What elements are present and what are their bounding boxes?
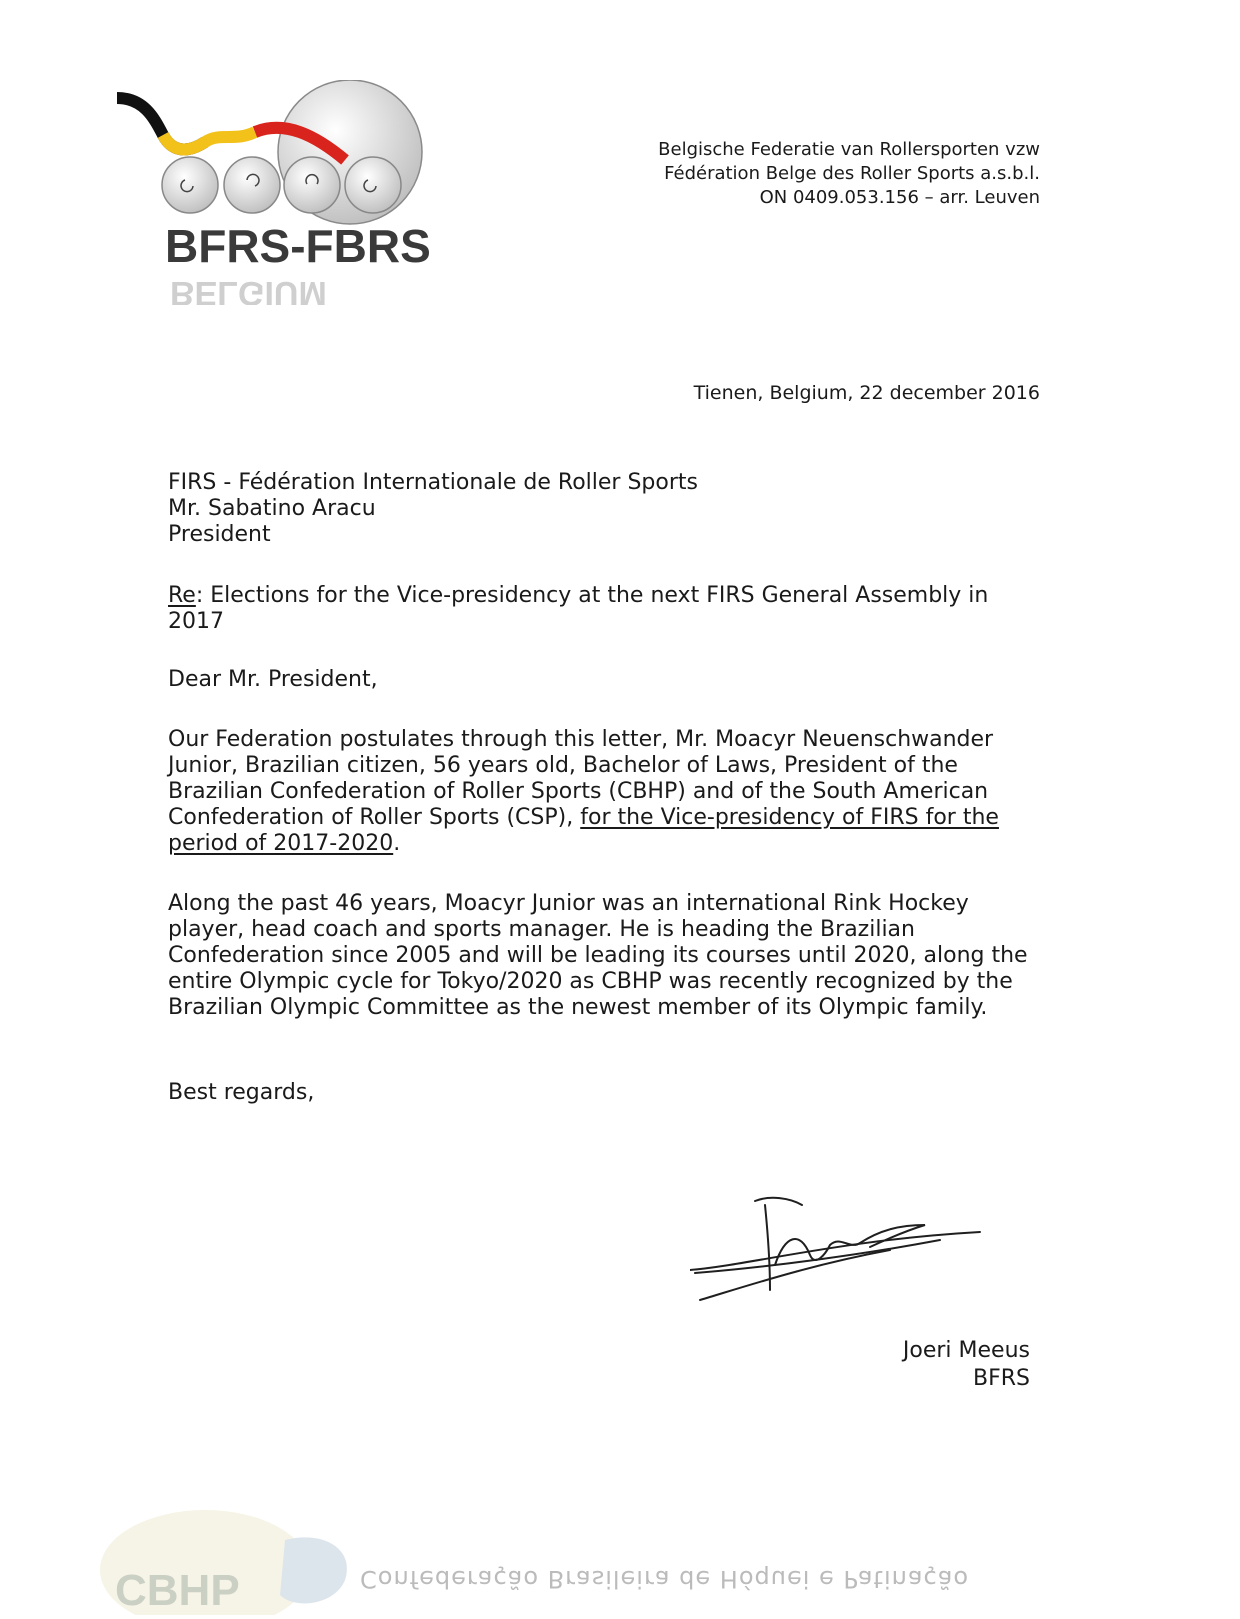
- faded-stamp: [95, 1500, 395, 1615]
- paragraph-background: Along the past 46 years, Moacyr Junior was an international Rink Hockey player, head coach and sports manager. He is heading the Brazilian Confederation since 2005 and will be leading its courses until 2020, along the entire Olympic cycle for Tokyo/2020 as CBHP was recently recognized by the Brazilian Olympic Committee as the newest member of its Olympic family.: [168, 891, 1028, 1020]
- signer-org: BFRS: [973, 1366, 1030, 1391]
- paragraph-candidacy-end: .: [393, 831, 401, 856]
- logo-text: BFRS-FBRS: [165, 220, 431, 272]
- recipient-name: Mr. Sabatino Aracu: [168, 496, 376, 521]
- handwritten-signature: [690, 1195, 1010, 1320]
- closing: Best regards,: [168, 1080, 315, 1105]
- org-line-2: Fédération Belge des Roller Sports a.s.b.l.: [664, 163, 1040, 184]
- org-line-3: ON 0409.053.156 – arr. Leuven: [759, 187, 1040, 208]
- paragraph-candidacy-text: Our Federation postulates through this letter, Mr. Moacyr Neuenschwander Junior, Brazilian citizen, 56 years old, Bachelor of Laws, President of the Brazilian Confederation of Roller Sports (CBHP) and of the South American Confederation of Roller Sports (CSP),: [168, 727, 994, 830]
- letter-date: Tienen, Belgium, 22 december 2016: [693, 382, 1040, 404]
- recipient-block: [168, 470, 1038, 548]
- subject-text: : Elections for the Vice-presidency at the next FIRS General Assembly in 2017: [168, 583, 989, 634]
- org-line-1: Belgische Federatie van Rollersporten vzw: [658, 139, 1040, 160]
- subject-label: Re: [168, 583, 196, 608]
- signer-name: Joeri Meeus: [902, 1338, 1030, 1363]
- stamp-text: CBHP: [115, 1566, 240, 1615]
- logo-mirror-text: BELGIUM: [170, 274, 327, 305]
- signature-graphic: [690, 1195, 1010, 1320]
- paragraph-candidacy: [168, 727, 1038, 857]
- bleed-through-text: Confederação Brasileira de Hóquei e Patinação: [360, 1565, 970, 1593]
- stamp-graphic: [95, 1500, 395, 1615]
- recipient-title: President: [168, 522, 271, 547]
- subject-line: [168, 583, 1038, 635]
- logo-graphic: [115, 80, 445, 305]
- bfrs-logo: [115, 80, 445, 305]
- organization-header: [560, 138, 1040, 210]
- signer-block: [760, 1337, 1030, 1393]
- recipient-org: FIRS - Fédération Internationale de Roller Sports: [168, 470, 698, 495]
- salutation: Dear Mr. President,: [168, 667, 378, 692]
- paragraph-candidacy-underlined: for the Vice-presidency of FIRS for the period of 2017-2020: [168, 805, 999, 856]
